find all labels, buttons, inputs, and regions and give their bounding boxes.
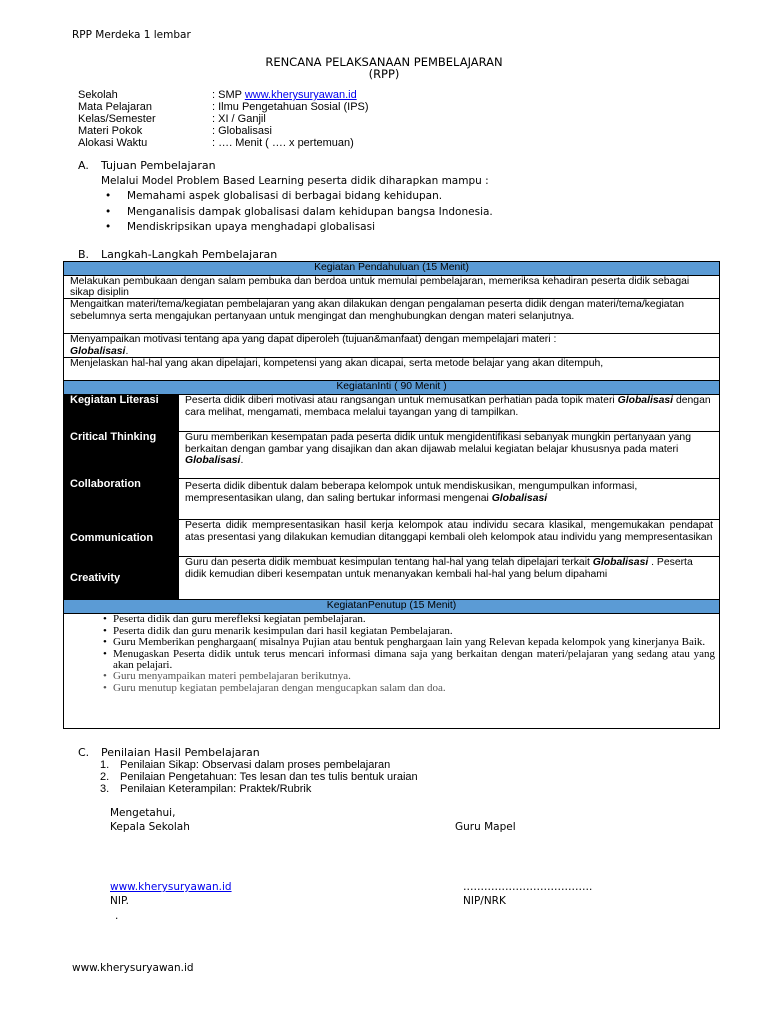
core-label-literasi: Kegiatan Literasi: [64, 395, 179, 432]
objective-item: • Memahami aspek globalisasi di berbagai bidang kehidupan.: [105, 190, 443, 202]
assessment-item: 3. Penilaian Keterampilan: Praktek/Rubrik: [100, 783, 312, 795]
closing-item: • Peserta didik dan guru menarik kesimpulan dari hasil kegiatan Pembelajaran.: [70, 626, 715, 637]
teacher-nip-label: NIP/NRK: [463, 895, 506, 907]
identity-value-kelas: : XI / Ganjil: [212, 113, 266, 125]
school-link[interactable]: www.kherysuryawan.id: [244, 89, 357, 101]
page-header: RPP Merdeka 1 lembar: [72, 29, 191, 41]
core-label-critical: Critical Thinking: [64, 432, 179, 479]
section-a-intro: Melalui Model Problem Based Learning peserta didik diharapkan mampu :: [101, 175, 489, 187]
identity-label-alokasi: Alokasi Waktu: [78, 137, 148, 149]
identity-value-sekolah: : SMP www.kherysuryawan.id: [212, 89, 357, 101]
opening-header: Kegiatan Pendahuluan (15 Menit): [64, 262, 720, 276]
assessment-item: 2. Penilaian Pengetahuan: Tes lesan dan tes tulis bentuk uraian: [100, 771, 418, 783]
teacher-label: Guru Mapel: [455, 821, 516, 833]
identity-label-mapel: Mata Pelajaran: [78, 101, 152, 113]
core-label-collaboration: Collaboration: [64, 479, 179, 520]
core-desc-communication: Peserta didik mempresentasikan hasil kerja kelompok atau individu secara klasikal, mengemukakan pendapat atas presentasi yang dilakukan kemudian ditanggapi kembali oleh kelompok atau individu yang mempresentasikan: [179, 520, 720, 557]
identity-label-materi: Materi Pokok: [78, 125, 143, 137]
trailing-period: .: [115, 910, 119, 922]
core-header: KegiatanInti ( 90 Menit ): [64, 381, 720, 395]
identity-label-sekolah: Sekolah: [78, 89, 118, 101]
core-desc-literasi: Peserta didik diberi motivasi atau rangsangan untuk memusatkan perhatian pada topik materi Globalisasi dengan cara melihat, mengamati, membaca melalui tayangan yang di tampilkan.: [179, 395, 720, 432]
teacher-name-placeholder: ……………………………….: [463, 881, 593, 893]
acknowledged-label: Mengetahui,: [110, 807, 176, 819]
section-b-heading: B. Langkah-Langkah Pembelajaran: [78, 248, 278, 261]
identity-label-kelas: Kelas/Semester: [78, 113, 156, 125]
objective-item: • Mendiskripsikan upaya menghadapi globalisasi: [105, 221, 376, 233]
principal-nip-label: NIP.: [110, 895, 129, 907]
core-desc-critical: Guru memberikan kesempatan pada peserta didik untuk mengidentifikasi sebanyak mungkin pertanyaan yang berkaitan dengan gambar yang disajikan dan akan dijawab melalui kegiatan belajar khususnya pada materi Globalisasi.: [179, 432, 720, 479]
identity-value-mapel: : Ilmu Pengetahuan Sosial (IPS): [212, 101, 369, 113]
closing-item: • Guru menyampaikan materi pembelajaran berikutnya.: [70, 671, 715, 682]
page-footer: www.kherysuryawan.id: [72, 962, 194, 974]
section-c-heading: C. Penilaian Hasil Pembelajaran: [78, 746, 260, 759]
closing-item: • Guru Memberikan penghargaan( misalnya Pujian atau bentuk penghargaan lain yang Relevan kepada kelompok yang kinerjanya Baik.: [70, 637, 715, 648]
objective-item: • Menganalisis dampak globalisasi dalam kehidupan bangsa Indonesia.: [105, 206, 493, 218]
learning-steps-table: [63, 261, 720, 729]
document-subtitle: (RPP): [368, 67, 400, 81]
opening-row-motivation: Menyampaikan motivasi tentang apa yang dapat diperoleh (tujuan&manfaat) dengan mempelajari materi : Globalisasi.: [64, 334, 720, 358]
closing-item: • Menugaskan Peserta didik untuk terus mencari informasi dimana saja yang berkaitan dengan materi/pelajaran yang sedang atau yang akan pelajari.: [70, 649, 715, 672]
closing-list: [64, 614, 720, 729]
core-label-creativity: Creativity: [64, 557, 179, 600]
principal-label: Kepala Sekolah: [110, 821, 190, 833]
identity-value-materi: : Globalisasi: [212, 125, 272, 137]
core-desc-collaboration: Peserta didik dibentuk dalam beberapa kelompok untuk mendiskusikan, mengumpulkan informasi, mempresentasikan ulang, dan saling bertukar informasi mengenai Globalisasi: [179, 479, 720, 520]
assessment-item: 1. Penilaian Sikap: Observasi dalam proses pembelajaran: [100, 759, 391, 771]
closing-item: • Guru menutup kegiatan pembelajaran dengan mengucapkan salam dan doa.: [70, 683, 715, 694]
identity-value-alokasi: : …. Menit ( …. x pertemuan): [212, 137, 354, 149]
core-desc-creativity: Guru dan peserta didik membuat kesimpulan tentang hal-hal yang telah dipelajari terkait Globalisasi . Peserta didik kemudian diberi kesempatan untuk menanyakan kembali hal-hal yang belum dipahami: [179, 557, 720, 600]
core-label-communication: Communication: [64, 520, 179, 557]
opening-row: Menjelaskan hal-hal yang akan dipelajari, kompetensi yang akan dicapai, serta metode belajar yang akan ditempuh,: [64, 358, 720, 381]
principal-name-link[interactable]: www.kherysuryawan.id: [110, 881, 232, 893]
document-title: RENCANA PELAKSANAAN PEMBELAJARAN: [265, 55, 503, 69]
closing-header: KegiatanPenutup (15 Menit): [64, 600, 720, 614]
opening-row: Mengaitkan materi/tema/kegiatan pembelajaran yang akan dilakukan dengan pengalaman peserta didik dengan materi/tema/kegiatan sebelumnya serta mengajukan pertanyaan untuk mengingat dan menghubungkan dengan materi selanjutnya.: [64, 299, 720, 334]
opening-row: Melakukan pembukaan dengan salam pembuka dan berdoa untuk memulai pembelajaran, memeriksa kehadiran peserta didik sebagai sikap disiplin: [64, 276, 720, 299]
section-a-heading: A. Tujuan Pembelajaran: [78, 159, 216, 172]
closing-item: • Peserta didik dan guru merefleksi kegiatan pembelajaran.: [70, 614, 715, 625]
